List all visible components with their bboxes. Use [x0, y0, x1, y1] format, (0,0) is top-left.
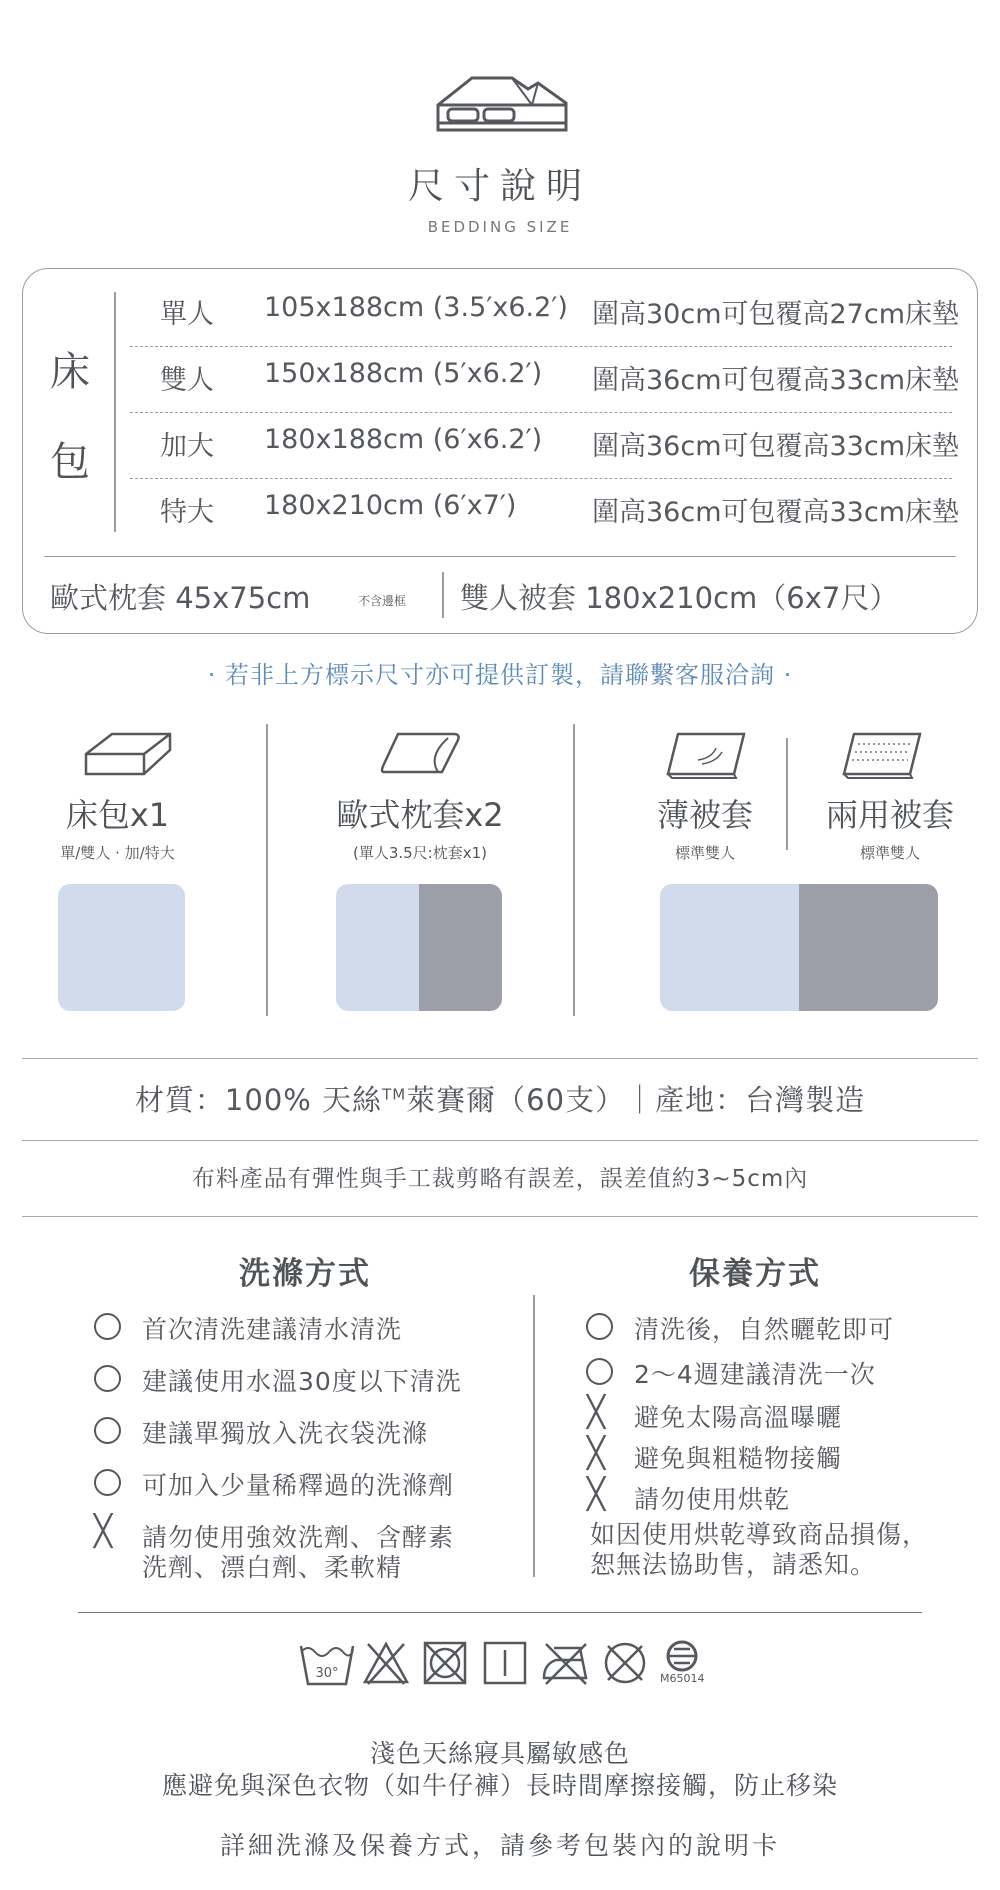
row-note: 圍高36cm可包覆高33cm床墊 — [592, 497, 960, 528]
care-item: 避免太陽高溫曝曬 — [634, 1403, 843, 1432]
row-separator — [130, 478, 952, 479]
color-swatch-pair — [336, 884, 502, 1011]
certification-number: M65014 — [660, 1672, 705, 1685]
color-swatch-light — [58, 884, 185, 1011]
row-type: 雙人 — [160, 365, 214, 396]
swatch-light — [660, 884, 799, 1011]
cross-icon: ╳ — [587, 1436, 606, 1471]
washing-item: 可加入少量稀釋過的洗滌劑 — [142, 1471, 455, 1500]
bed-icon — [434, 75, 570, 133]
circle-icon — [94, 1313, 121, 1340]
care-title: 保養方式 — [689, 1256, 821, 1292]
pillowcase-icon — [378, 728, 462, 778]
pillow-note: 不含邊框 — [358, 594, 407, 608]
pillow-size: 歐式枕套 45x75cm — [50, 581, 311, 615]
color-swatch-pair — [660, 884, 938, 1011]
care-item: 清洗後，自然曬乾即可 — [634, 1315, 895, 1344]
cross-icon: ╳ — [587, 1477, 606, 1512]
item-sub: 標準雙人 — [859, 844, 920, 862]
no-dry-clean-icon — [602, 1640, 648, 1686]
footer-line: 詳細洗滌及保養方式，請參考包裝內的說明卡 — [219, 1831, 780, 1860]
bed-label-bottom: 包 — [50, 439, 90, 485]
no-bleach-icon — [362, 1640, 410, 1688]
table-divider — [114, 292, 116, 532]
table-separator — [44, 556, 956, 557]
item-divider — [266, 724, 268, 1016]
swatch-dark — [419, 884, 502, 1011]
swatch-light — [336, 884, 419, 1011]
bed-label-top: 床 — [50, 349, 90, 395]
divider — [22, 1058, 978, 1059]
washing-item: 建議單獨放入洗衣袋洗滌 — [142, 1419, 429, 1448]
care-item: 避免與粗糙物接觸 — [634, 1444, 843, 1473]
washing-item: 建議使用水溫30度以下清洗 — [142, 1367, 462, 1396]
care-item: 2～4週建議清洗一次 — [634, 1360, 876, 1389]
no-iron-icon — [540, 1640, 592, 1686]
wash-temp-label: 30° — [315, 1666, 339, 1681]
thin-quilt-icon — [664, 728, 748, 780]
page-title: 尺寸說明 — [407, 166, 592, 207]
row-type: 加大 — [160, 431, 214, 462]
washing-item: 首次清洗建議清水清洗 — [142, 1315, 403, 1344]
circle-icon — [94, 1417, 121, 1444]
item-sub: 標準雙人 — [674, 844, 735, 862]
row-size: 105x188cm (3.5′x6.2′) — [264, 292, 568, 323]
material-info: 材質：100% 天絲™萊賽爾（60支）｜產地：台灣製造 — [134, 1083, 866, 1117]
row-size: 180x188cm (6′x6.2′) — [264, 424, 543, 455]
row-separator — [130, 412, 952, 413]
quilt-size: 雙人被套 180x210cm（6x7尺） — [460, 581, 899, 615]
circle-icon — [586, 1358, 613, 1385]
item-divider — [786, 738, 788, 850]
footer-line: 淺色天絲寢具屬敏感色 — [369, 1739, 630, 1768]
page-subtitle: BEDDING SIZE — [427, 218, 573, 236]
item-title: 薄被套 — [656, 796, 753, 834]
item-divider — [573, 724, 575, 1016]
care-item: 請勿使用烘乾 — [634, 1485, 791, 1514]
item-sub: 單/雙人 · 加/特大 — [60, 844, 175, 862]
circle-icon — [94, 1469, 121, 1496]
dual-quilt-icon — [840, 728, 924, 780]
divider — [78, 1612, 922, 1613]
item-title: 兩用被套 — [825, 796, 954, 834]
divider — [22, 1140, 978, 1141]
row-size: 180x210cm (6′x7′) — [264, 490, 517, 521]
circle-icon — [94, 1365, 121, 1392]
care-warning: 恕無法協助售，請悉知。 — [590, 1550, 877, 1579]
pillow-quilt-divider — [442, 572, 444, 618]
circle-icon — [586, 1313, 613, 1340]
no-tumble-dry-icon — [422, 1640, 468, 1686]
cross-icon: ╳ — [94, 1514, 113, 1549]
row-type: 特大 — [160, 497, 214, 528]
cross-icon: ╳ — [587, 1395, 606, 1430]
washing-title: 洗滌方式 — [239, 1256, 371, 1292]
wash-30-icon — [298, 1640, 356, 1688]
item-sub: (單人3.5尺:枕套x1) — [352, 844, 488, 862]
row-note: 圍高30cm可包覆高27cm床墊 — [592, 299, 960, 330]
row-note: 圍高36cm可包覆高33cm床墊 — [592, 431, 960, 462]
section-divider — [533, 1295, 535, 1577]
size-error-note: 布料產品有彈性與手工裁剪略有誤差，誤差值約3~5cm內 — [191, 1166, 809, 1192]
row-size: 150x188cm (5′x6.2′) — [264, 358, 543, 389]
washing-item-continued: 洗劑、漂白劑、柔軟精 — [142, 1553, 403, 1582]
line-dry-icon — [482, 1640, 528, 1686]
washing-item: 請勿使用強效洗劑、含酵素 — [142, 1523, 455, 1552]
row-type: 單人 — [160, 299, 214, 330]
footer-line: 應避免與深色衣物（如牛仔褲）長時間摩擦接觸，防止移染 — [161, 1771, 838, 1800]
divider — [22, 1216, 978, 1217]
fitted-sheet-icon — [82, 728, 174, 778]
row-note: 圍高36cm可包覆高33cm床墊 — [592, 365, 960, 396]
custom-order-note: · 若非上方標示尺寸亦可提供訂製，請聯繫客服洽詢 · — [207, 661, 793, 689]
certification-mark-icon — [662, 1640, 708, 1676]
item-title: 床包x1 — [65, 796, 170, 834]
swatch-dark — [799, 884, 938, 1011]
row-separator — [130, 346, 952, 347]
item-title: 歐式枕套x2 — [336, 796, 504, 834]
care-warning: 如因使用烘乾導致商品損傷， — [590, 1520, 929, 1549]
